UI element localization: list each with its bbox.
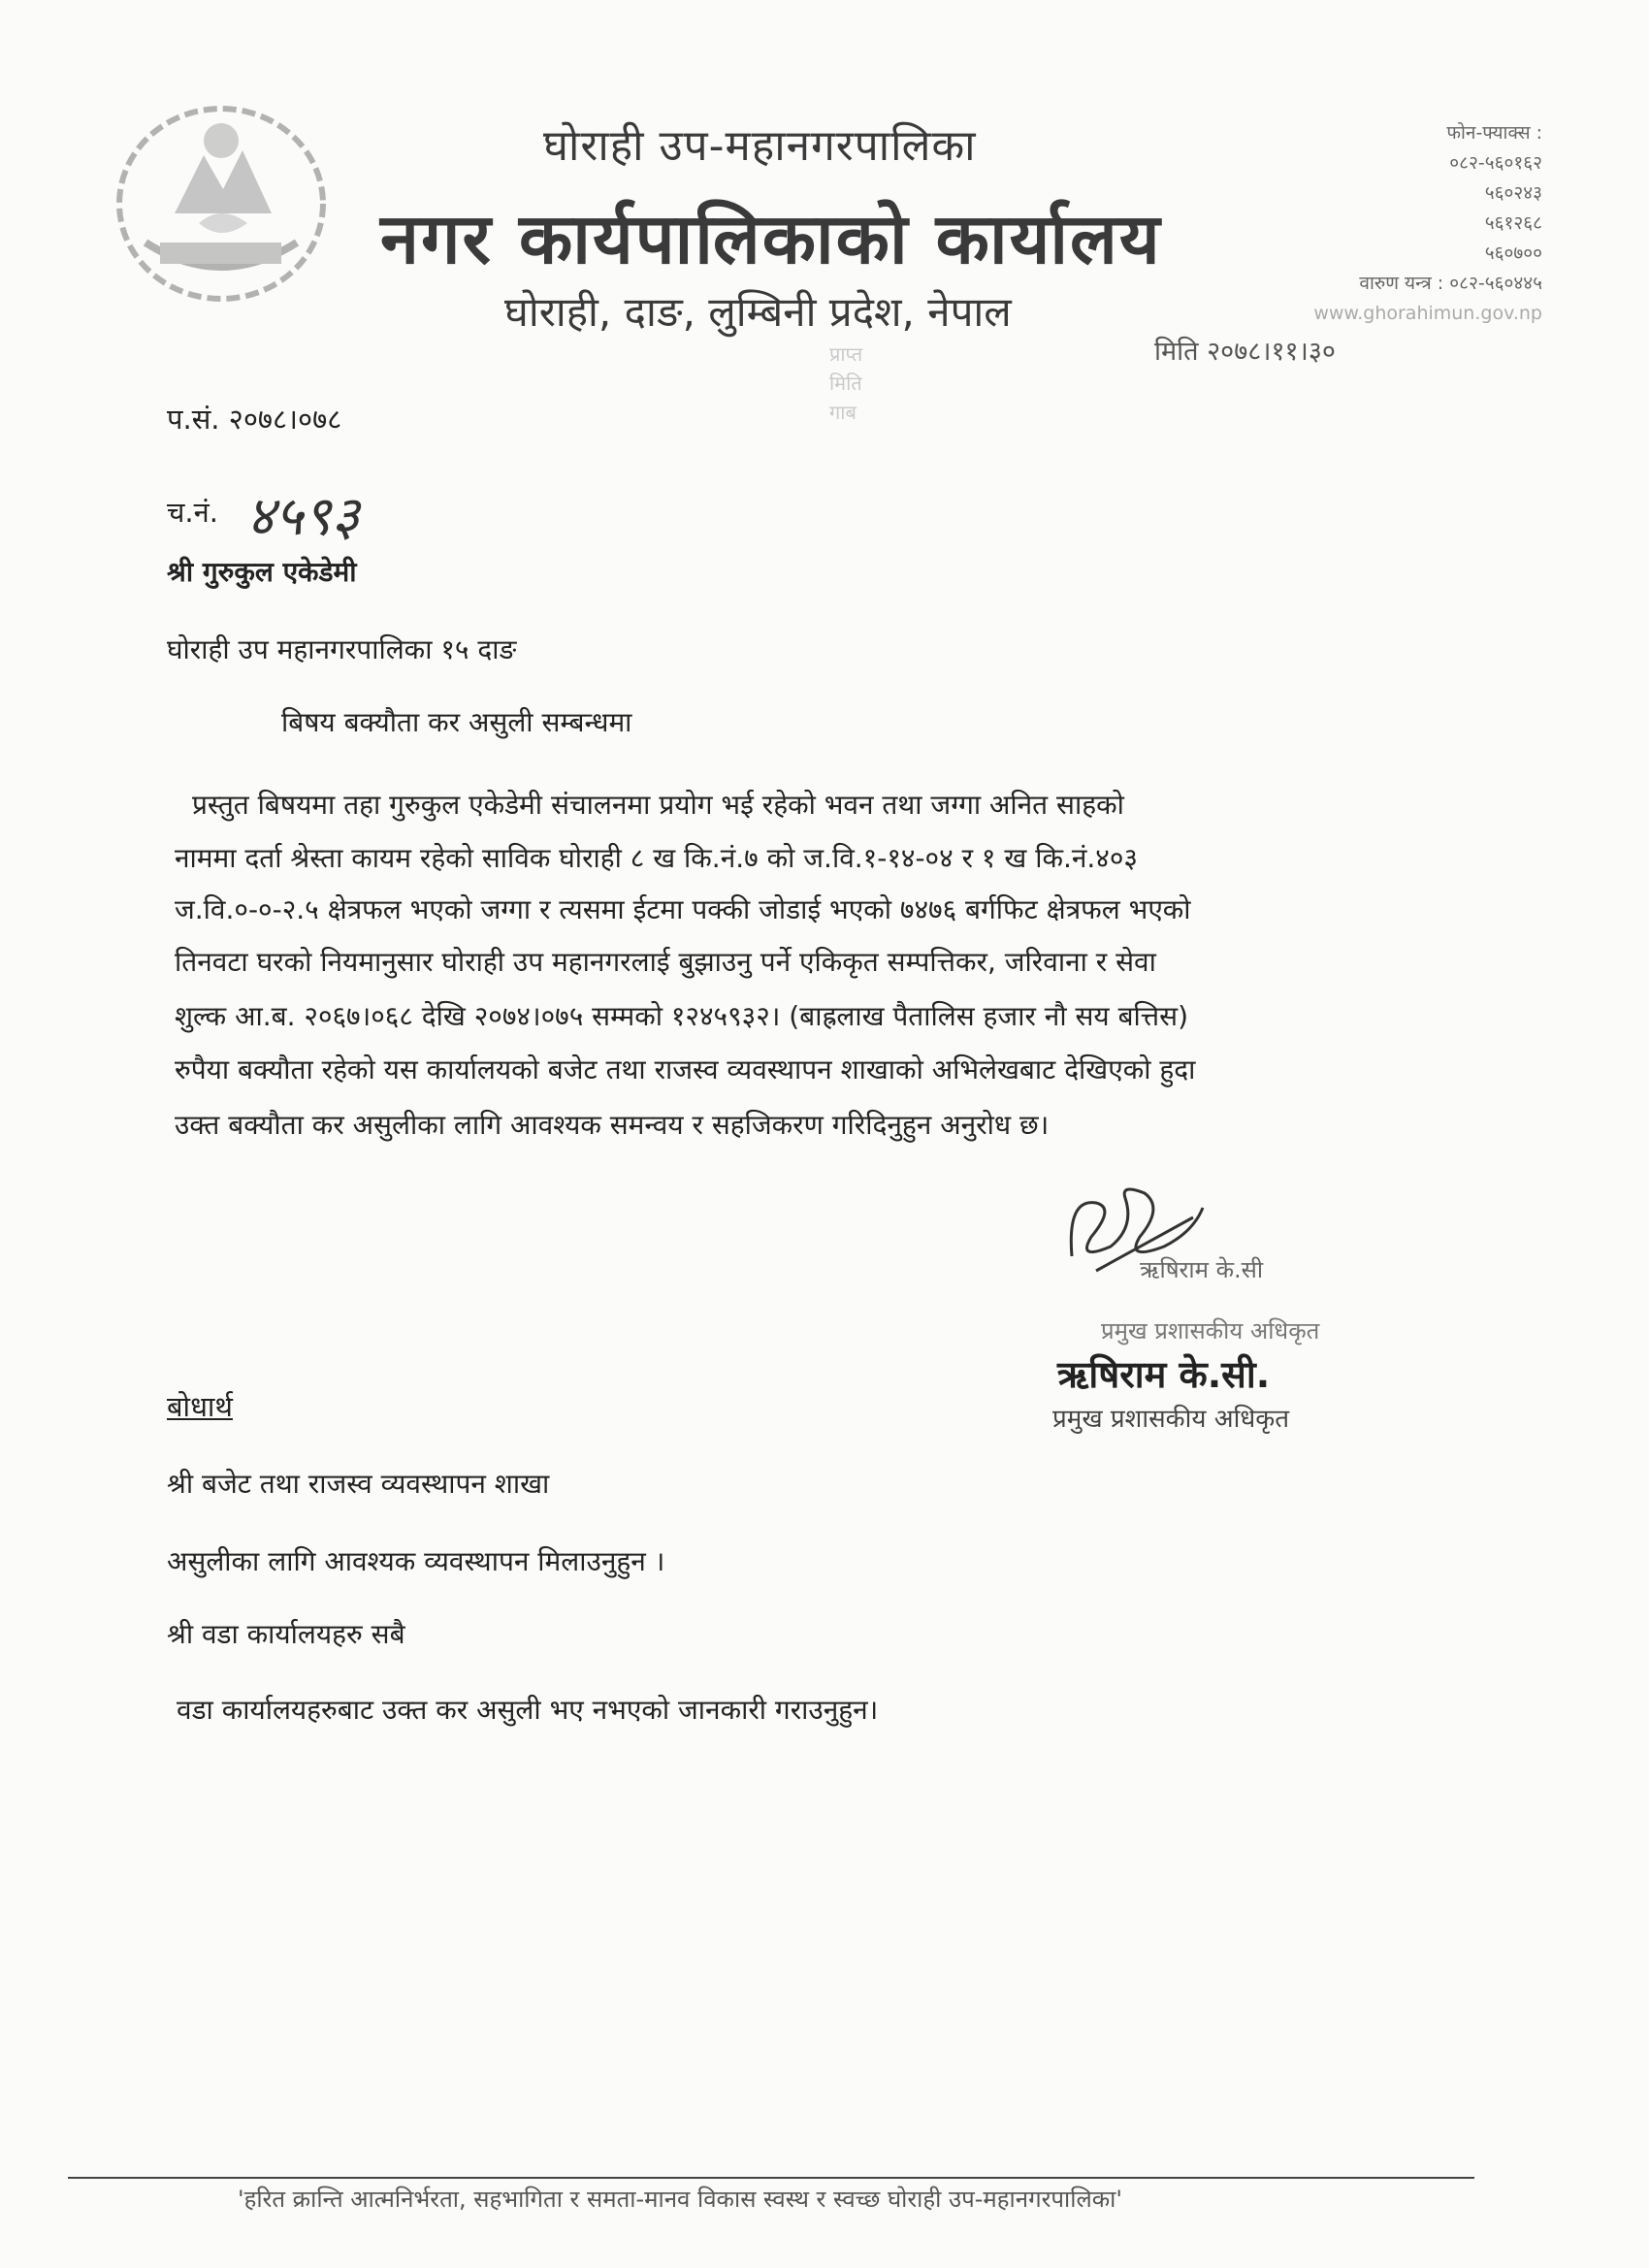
contact-label: फोन-फ्याक्स :	[1446, 122, 1542, 144]
body-line: प्रस्तुत बिषयमा तहा गुरुकुल एकेडेमी संचालनमा प्रयोग भई रहेको भवन तथा जग्गा अनित साहको	[192, 789, 1124, 821]
body-line: नाममा दर्ता श्रेस्ता कायम रहेको साविक घोराही ८ ख कि.नं.७ को ज.वि.१-१४-०४ र १ ख कि.नं.४०३	[175, 842, 1138, 874]
org-title: नगर कार्यपालिकाको कार्यालय	[380, 197, 1162, 279]
org-address: घोराही, दाङ, लुम्बिनी प्रदेश, नेपाल	[504, 288, 1012, 336]
body-line: उक्त बक्यौता कर असुलीका लागि आवश्यक समन्वय र सहजिकरण गरिदिनुहुन अनुरोध छ।	[175, 1109, 1050, 1141]
dispatch-value: ४५९३	[246, 485, 360, 548]
signature-stamp-title: प्रमुख प्रशासकीय अधिकृत	[1101, 1317, 1320, 1345]
org-subtitle: घोराही उप-महानगरपालिका	[543, 121, 977, 171]
barun-number: ०८२-५६०४४५	[1449, 273, 1542, 294]
dispatch-number	[167, 477, 360, 551]
body-line: रुपैया बक्यौता रहेको यस कार्यालयको बजेट तथा राजस्व व्यवस्थापन शाखाको अभिलेखबाट देखिएको हुदा	[175, 1053, 1196, 1085]
phone-4: ५६०७००	[1484, 243, 1542, 264]
barun-label: वारुण यन्त्र :	[1359, 273, 1444, 294]
contact-block	[1232, 118, 1542, 329]
cc-note: वडा कार्यालयहरुबाट उक्त कर असुली भए नभएको जानकारी गराउनुहुन।	[177, 1694, 879, 1726]
recipient-address: घोराही उप महानगरपालिका १५ दाङ	[167, 633, 517, 665]
website: www.ghorahimun.gov.np	[1313, 303, 1542, 324]
date-value: २०७८।११।३०	[1207, 337, 1336, 367]
phone-2: ५६०२४३	[1484, 182, 1542, 204]
footer-divider	[68, 2177, 1474, 2179]
received-stamp	[829, 340, 862, 427]
stamp-line-2: मिति	[829, 372, 862, 395]
cc-heading: बोधार्थ	[167, 1390, 233, 1423]
reference-number	[167, 400, 341, 437]
subject-line: बिषय बक्यौता कर असुली सम्बन्धमा	[281, 706, 632, 738]
stamp-line-1: प्राप्त	[829, 342, 863, 366]
nepal-emblem-icon	[107, 97, 335, 306]
body-line: तिनवटा घरको नियमानुसार घोराही उप महानगरलाई बुझाउनु पर्ने एकिकृत सम्पत्तिकर, जरिवाना र सेवा	[175, 946, 1156, 978]
body-line: ज.वि.०-०-२.५ क्षेत्रफल भएको जग्गा र त्यसमा ईटमा पक्की जोडाई भएको ७४७६ बर्गफिट क्षेत्रफल भएको	[175, 893, 1191, 925]
dispatch-label: च.नं.	[167, 496, 218, 529]
signature-stamp-name: ऋषिराम के.सी	[1140, 1256, 1264, 1283]
cc-recipient: श्री बजेट तथा राजस्व व्यवस्थापन शाखा	[167, 1468, 550, 1500]
barun-line	[1232, 269, 1542, 299]
phone-3: ५६१२६८	[1484, 212, 1542, 234]
letter-date	[1154, 332, 1336, 368]
recipient-name: श्री गुरुकुल एकेडेमी	[167, 556, 357, 588]
cc-recipient: श्री वडा कार्यालयहरु सबै	[167, 1618, 405, 1650]
date-label: मिति	[1154, 337, 1199, 367]
signatory-name: ऋषिराम के.सी.	[1057, 1353, 1271, 1396]
cc-note: असुलीका लागि आवश्यक व्यवस्थापन मिलाउनुहुन ।	[167, 1545, 665, 1577]
body-line: शुल्क आ.ब. २०६७।०६८ देखि २०७४।०७५ सम्मको १२४५९३२। (बाह्रलाख पैतालिस हजार नौ सय बत्तिस)	[175, 1000, 1189, 1032]
ref-label: प.सं.	[167, 403, 220, 436]
ref-value: २०७८।०७८	[228, 403, 342, 436]
phone-1: ०८२-५६०१६२	[1449, 152, 1542, 174]
stamp-line-3: गाब	[829, 401, 857, 424]
footer-slogan: 'हरित क्रान्ति आत्मनिर्भरता, सहभागिता र समता-मानव विकास स्वस्थ र स्वच्छ घोराही उप-महानगरपालिका'	[238, 2186, 1122, 2213]
signatory-title: प्रमुख प्रशासकीय अधिकृत	[1052, 1405, 1290, 1434]
